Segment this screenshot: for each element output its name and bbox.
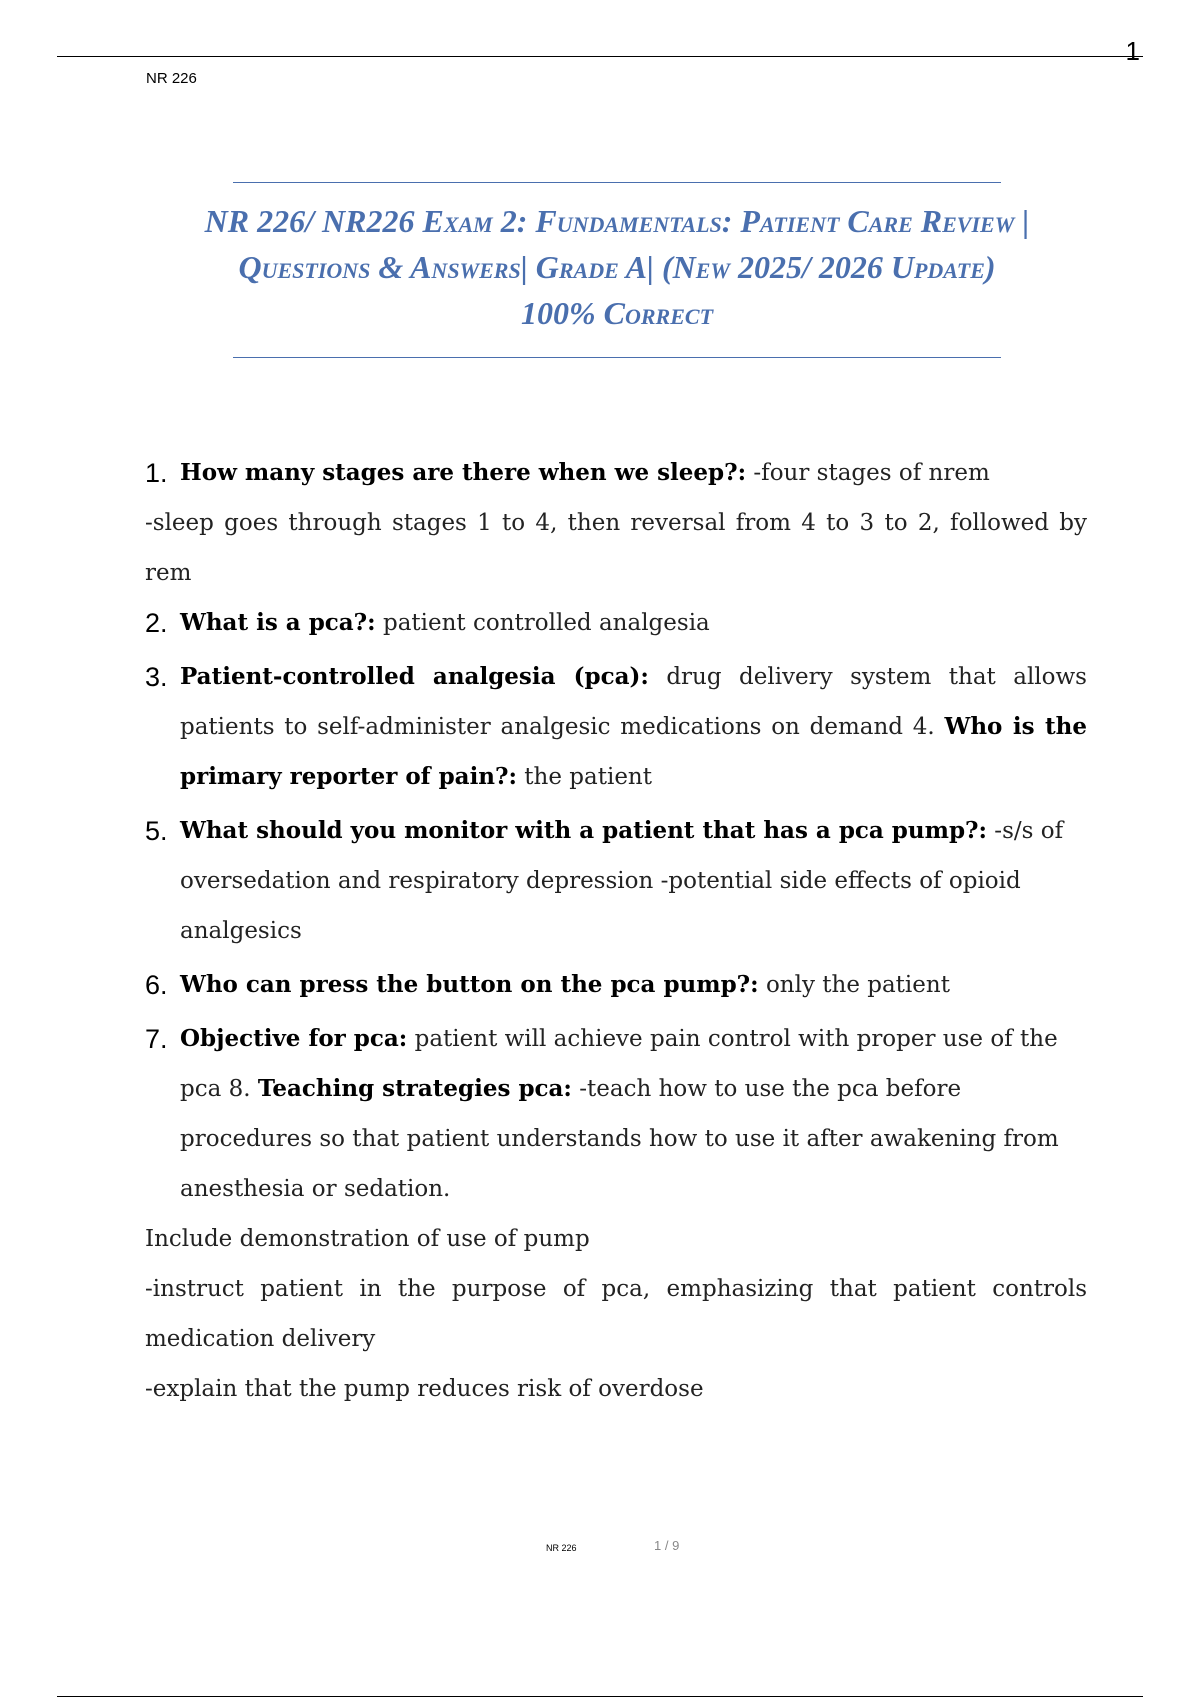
qa-item	[145, 1014, 1087, 1214]
header-page-number: 1	[1125, 36, 1140, 66]
item-answer: the patient	[517, 764, 652, 790]
item-number: 5.	[145, 816, 168, 846]
item-text	[180, 960, 1087, 1010]
item-answer: patient will achieve pain control with proper use of the pca 8.	[180, 1026, 1058, 1102]
item-text	[180, 598, 1087, 648]
item-question: What should you monitor with a patient that has a pca pump?:	[180, 817, 987, 844]
qa-item	[145, 960, 1087, 1010]
answer-continuation: Include demonstration of use of pump	[145, 1226, 590, 1252]
footer-page-indicator: 1 / 9	[654, 1538, 680, 1553]
title-rule-bottom	[233, 357, 1001, 358]
item-answer: only the patient	[758, 972, 950, 998]
qa-item	[145, 448, 1087, 498]
item-number: 3.	[145, 662, 168, 692]
qa-item	[145, 598, 1087, 648]
item-question: Teaching strategies pca:	[257, 1075, 572, 1102]
footer-rule	[57, 1696, 1143, 1697]
item-number: 2.	[145, 608, 168, 638]
item-question: What is a pca?:	[180, 609, 376, 636]
item-question: Objective for pca:	[180, 1025, 408, 1052]
title-rule-top	[233, 182, 1001, 183]
item-text	[180, 652, 1087, 802]
item-question: Patient-controlled analgesia (pca):	[180, 663, 649, 690]
item-answer: drug delivery system that allows patients to self-administer analgesic medications on demand 4.	[180, 664, 1087, 740]
footer-course-code: NR 226	[546, 1543, 577, 1553]
item-answer: -s/s of oversedation and respiratory depression -potential side effects of opioid analgesics	[180, 818, 1064, 944]
document-title: NR 226/ NR226 Exam 2: Fundamentals: Patient Care Review | Questions & Answers| Grade A| (New 2025/ 2026 Update) 100% Correct	[204, 203, 1030, 331]
item-text	[180, 806, 1087, 956]
item-text	[180, 448, 1087, 498]
item-text	[180, 1014, 1087, 1214]
item-number: 7.	[145, 1024, 168, 1054]
header-course-code: NR 226	[146, 70, 197, 87]
qa-body	[145, 448, 1087, 1414]
item-number: 1.	[145, 458, 168, 488]
item-question: Who is the primary reporter of pain?:	[180, 713, 1087, 790]
qa-item	[145, 806, 1087, 956]
item-question: Who can press the button on the pca pump?:	[180, 971, 759, 998]
item-answer: patient controlled analgesia	[375, 610, 710, 636]
answer-continuation: -sleep goes through stages 1 to 4, then reversal from 4 to 3 to 2, followed by rem	[145, 510, 1087, 586]
item-number: 6.	[145, 970, 168, 1000]
item-answer: -four stages of nrem	[746, 460, 990, 486]
qa-item	[145, 652, 1087, 802]
item-answer: -teach how to use the pca before procedures so that patient understands how to use it after awakening from anesthesia or sedation.	[180, 1076, 1059, 1202]
item-question: How many stages are there when we sleep?:	[180, 459, 747, 486]
answer-continuation: -instruct patient in the purpose of pca, emphasizing that patient controls medication delivery	[145, 1276, 1087, 1352]
answer-continuation: -explain that the pump reduces risk of overdose	[145, 1376, 704, 1402]
header-rule	[57, 56, 1143, 57]
